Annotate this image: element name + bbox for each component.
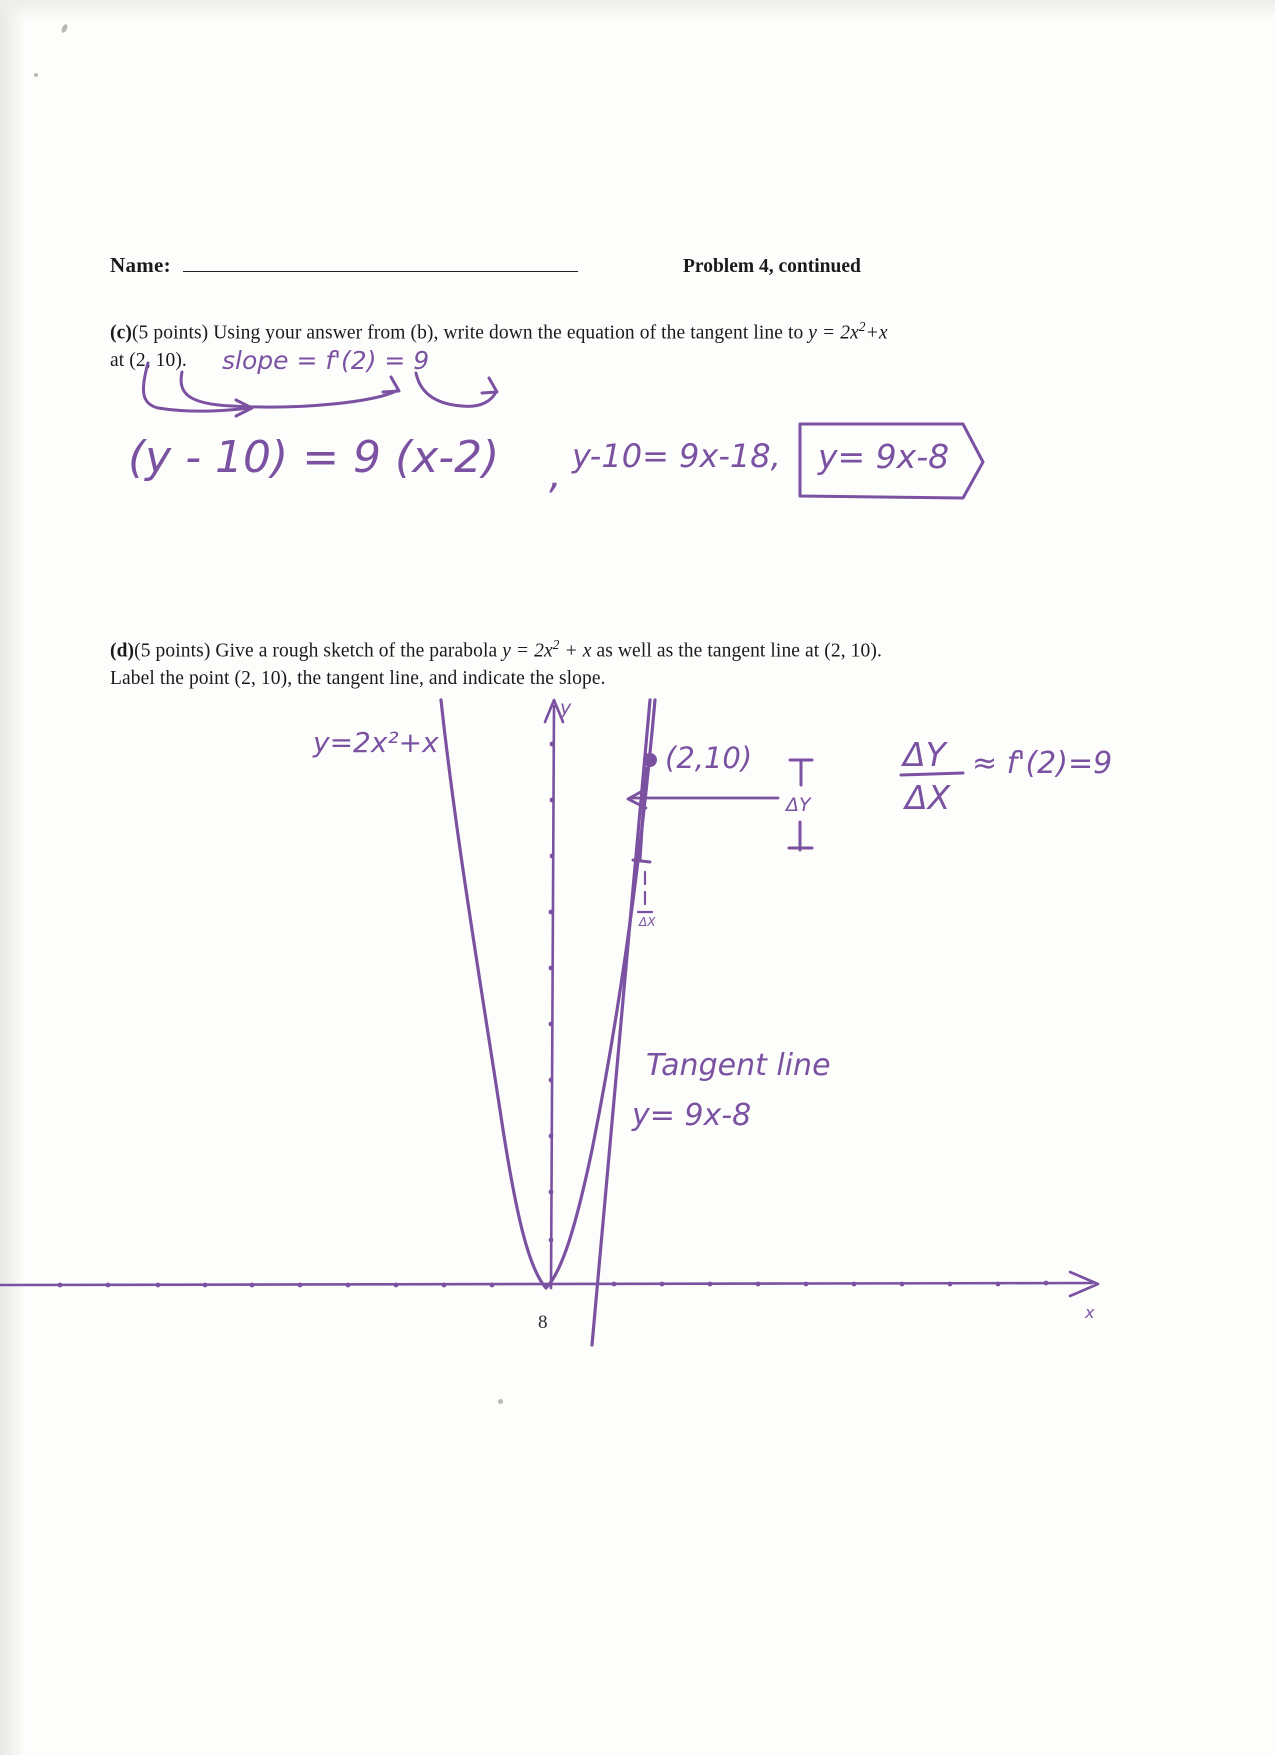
part-d-equation-exponent: 2: [552, 637, 560, 652]
handwriting-tangent-label: Tangent line: [646, 1048, 831, 1083]
handwriting-slope-note: slope = f'(2) = 9: [222, 346, 430, 375]
scan-shadow-top: [0, 0, 1275, 20]
problem-title: Problem 4, continued: [682, 256, 861, 277]
handwriting-point-label: (2,10): [665, 741, 753, 775]
scan-shadow-left: [0, 0, 26, 1755]
handwriting-delta-x-label: ΔX: [639, 915, 656, 929]
handwriting-delta-y-label: ΔY: [786, 794, 811, 816]
y-axis-label: y: [560, 697, 572, 719]
part-c-point: (2, 10).: [129, 350, 187, 372]
x-axis-label: x: [1085, 1303, 1095, 1322]
part-d-text-3: Label the point: [110, 668, 235, 690]
handwriting-point-slope-form: (y - 10) = 9 (x-2): [128, 432, 500, 483]
page-number: 8: [538, 1312, 548, 1333]
handwriting-ratio-numerator: ΔY: [903, 735, 946, 774]
part-c-equation-tail: +x: [865, 322, 888, 344]
part-d-point-2: (2, 10): [234, 668, 288, 690]
part-c-text-1: Using your answer from (b), write down the equation of the tangent line to: [208, 322, 809, 344]
part-c-equation: y = 2x: [808, 322, 859, 344]
handwriting-curve-label: y=2x²+x: [313, 726, 439, 759]
part-d-text-2: as well as the tangent line at: [591, 640, 825, 662]
scan-speck: [498, 1399, 503, 1404]
handwriting-tangent-equation: y= 9x-8: [632, 1098, 752, 1133]
handwriting-ratio-denominator: ΔX: [905, 778, 951, 817]
part-d-tag: (d): [110, 640, 135, 662]
part-c-equation-exponent: 2: [858, 319, 866, 334]
name-label: Name:: [110, 253, 171, 277]
name-blank-line: [183, 254, 578, 272]
part-d-text-4: , the tangent line, and indicate the slope.: [287, 668, 606, 690]
part-c-tag: (c): [110, 322, 132, 344]
part-d-points: (5 points): [134, 640, 211, 662]
part-c-text-2: at: [110, 350, 130, 372]
problem-part-d: [110, 636, 1170, 693]
handwriting-ratio-equality: ≈ f'(2)=9: [972, 746, 1113, 781]
scan-speck: [34, 73, 38, 77]
part-d-point-1: (2, 10).: [824, 640, 882, 662]
handwriting-comma: ,: [549, 452, 562, 498]
handwriting-expanded-step: y-10= 9x-18,: [572, 437, 781, 475]
scan-speck: [60, 23, 68, 33]
part-d-equation: y = 2x: [502, 640, 553, 662]
page-header: [110, 253, 1170, 278]
part-d-text-1: Give a rough sketch of the parabola: [210, 640, 503, 662]
handwriting-boxed-answer: y= 9x-8: [818, 437, 950, 476]
part-c-points: (5 points): [131, 322, 209, 344]
part-d-equation-tail: + x: [559, 640, 592, 662]
